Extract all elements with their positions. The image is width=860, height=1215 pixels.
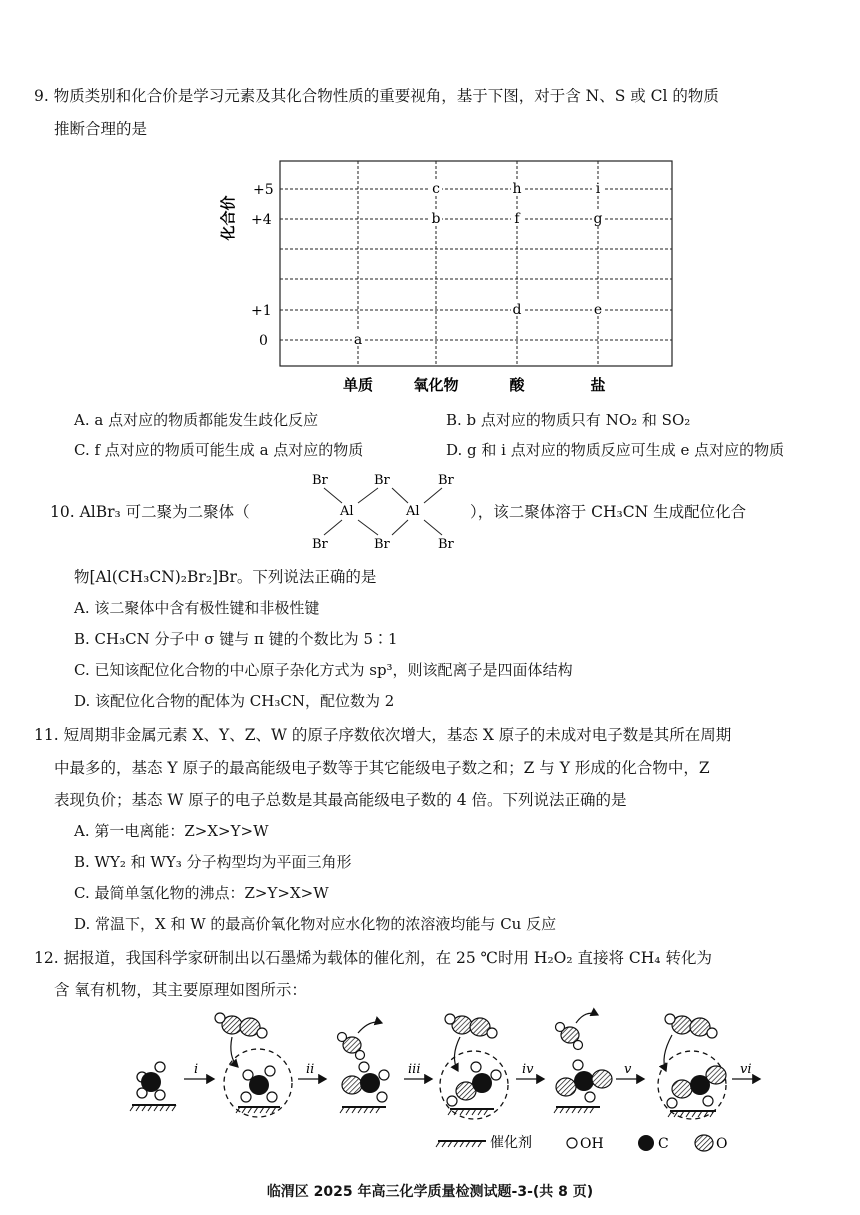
catalysis-mechanism-diagram — [120, 1005, 800, 1165]
q11-option-b: B. WY₂ 和 WY₃ 分子构型均为平面三角形 — [74, 853, 352, 871]
q10-option-d: D. 该配位化合物的配体为 CH₃CN，配位数为 2 — [74, 692, 395, 710]
q11-stem-line2: 中最多的，基态 Y 原子的最高能级电子数等于其它能级电子数之和；Z 与 Y 形成的化合物中，Z — [54, 759, 710, 777]
al2br6-dimer-structure — [302, 466, 468, 556]
chart-ylabel: 化合价 — [219, 195, 237, 241]
chart-gridlines — [280, 161, 672, 366]
point-c: c — [432, 181, 440, 197]
q10-stem-prefix: 10. AlBr₃ 可二聚为二聚体（ — [50, 503, 250, 521]
point-f: f — [514, 211, 520, 227]
stage-ch4-adsorbed — [130, 1062, 176, 1111]
q10-option-c: C. 已知该配位化合物的中心原子杂化方式为 sp³，则该配离子是四面体结构 — [74, 661, 573, 679]
point-d: d — [512, 302, 522, 318]
q11-stem-line3: 表现负价；基态 W 原子的电子总数是其最高能级电子数的 4 倍。下列说法正确的是 — [54, 791, 627, 809]
step-label-i: i — [194, 1062, 199, 1077]
br-bottom-left: Br — [312, 537, 328, 552]
q11-option-d: D. 常温下，X 和 W 的最高价氧化物对应水化物的浓溶液均能与 Cu 反应 — [74, 915, 557, 933]
q9-option-d: D. g 和 i 点对应的物质反应可生成 e 点对应的物质 — [446, 441, 785, 459]
q10-option-b: B. CH₃CN 分子中 σ 键与 π 键的个数比为 5∶1 — [74, 630, 398, 648]
br-bottom-right: Br — [438, 537, 454, 552]
point-g: g — [593, 211, 603, 227]
y-tick-plus1: +1 — [251, 303, 272, 319]
q11-option-a: A. 第一电离能：Z>X>Y>W — [74, 822, 269, 840]
br-top-mid: Br — [374, 473, 390, 488]
step-label-iii: iii — [408, 1062, 421, 1077]
legend-o-label: O — [716, 1136, 728, 1152]
q9-option-c: C. f 点对应的物质可能生成 a 点对应的物质 — [74, 441, 364, 459]
step-label-vi: vi — [740, 1062, 752, 1077]
point-e: e — [593, 302, 603, 318]
y-tick-zero: 0 — [259, 333, 268, 349]
q11-option-c: C. 最简单氢化物的沸点：Z>Y>X>W — [74, 884, 329, 902]
br-top-right: Br — [438, 473, 454, 488]
x-cat-acid: 酸 — [509, 376, 525, 394]
q10-stem-suffix: ），该二聚体溶于 CH₃CN 生成配位化合 — [470, 503, 747, 521]
al-right: Al — [406, 504, 420, 519]
valence-category-chart — [215, 158, 685, 398]
legend-o-swatch — [695, 1135, 713, 1151]
br-top-left: Br — [312, 473, 328, 488]
page-footer: 临渭区 2025 年高三化学质量检测试题-3-(共 8 页) — [266, 1184, 594, 1200]
x-cat-element: 单质 — [342, 376, 374, 394]
al-left: Al — [340, 504, 354, 519]
y-tick-plus5: +5 — [253, 182, 274, 198]
step-label-v: v — [624, 1062, 632, 1077]
x-cat-salt: 盐 — [590, 376, 606, 394]
chart-frame — [280, 161, 672, 366]
stage-second-h2o2 — [440, 1014, 508, 1119]
q9-option-a: A. a 点对应的物质都能发生歧化反应 — [74, 411, 319, 429]
q12-stem-line1: 12. 据报道，我国科学家研制出以石墨烯为载体的催化剂，在 25 ℃时用 H₂O₂ 直接将 CH₄ 转化为 — [34, 949, 712, 967]
point-i: i — [595, 181, 601, 197]
chart-y-ticks — [251, 182, 274, 349]
q9-stem-line1: 9. 物质类别和化合价是学习元素及其化合物性质的重要视角，基于下图，对于含 N、S 或 Cl 的物质 — [34, 87, 719, 105]
stage-h2o2-attack — [215, 1013, 292, 1117]
q10-stem-line2: 物[Al(CH₃CN)₂Br₂]Br。下列说法正确的是 — [74, 568, 377, 586]
legend-c-swatch — [638, 1135, 654, 1151]
stage-second-water-release — [554, 1013, 612, 1113]
legend-h-swatch — [567, 1138, 577, 1148]
br-bottom-mid: Br — [374, 537, 390, 552]
q10-option-a: A. 该二聚体中含有极性键和非极性键 — [74, 599, 320, 617]
step-label-ii: ii — [306, 1062, 315, 1077]
y-tick-plus4: +4 — [251, 212, 272, 228]
stage-water-release — [338, 1022, 390, 1113]
mechanism-legend — [436, 1134, 727, 1152]
legend-h-label: OH — [580, 1136, 604, 1152]
point-a: a — [353, 332, 363, 348]
point-b: b — [431, 211, 441, 227]
q9-option-b: B. b 点对应的物质只有 NO₂ 和 SO₂ — [446, 411, 691, 429]
q11-stem-line1: 11. 短周期非金属元素 X、Y、Z、W 的原子序数依次增大，基态 X 原子的未成对电子数是其所在周期 — [34, 726, 732, 744]
chart-points — [352, 180, 604, 348]
legend-c-label: C — [658, 1136, 669, 1152]
x-cat-oxide: 氧化物 — [413, 376, 459, 394]
chart-x-categories — [343, 376, 606, 394]
q9-stem-line2: 推断合理的是 — [54, 120, 148, 138]
legend-catalyst-label: 催化剂 — [490, 1135, 532, 1151]
point-h: h — [512, 181, 522, 197]
stage-third-h2o2 — [658, 1014, 726, 1119]
step-label-iv: iv — [522, 1062, 534, 1077]
q12-stem-line2: 含 氧有机物，其主要原理如图所示： — [54, 981, 307, 999]
